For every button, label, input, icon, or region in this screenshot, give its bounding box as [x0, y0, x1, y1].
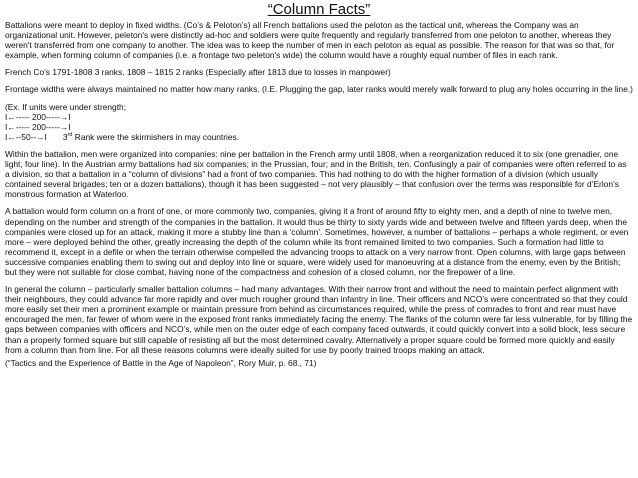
paragraph-deployment: Battalions were meant to deploy in fixed widths. (Co’s & Peloton’s) all French battalions used the peloton as the tactical unit, whereas the Company was an organizational unit. However, peleton's were distinctly ad-hoc and soldiers were quite frequently and regularly transferred from one peloton to another, whereas they weren't transferred from one company to another. The idea was to keep the number of men in each peloton as equal as possible. The reason for that was so that, for example, when forming column of companies (i.e. a frontage two peleton's wide) the column would have a roughly equal number of files in each rank. — [5, 20, 615, 61]
rank-line-3 — [5, 132, 633, 142]
page-title: “Column Facts” — [267, 1, 371, 18]
paragraph-companies: Within the battalion, men were organized into companies: nine per battalion in the French army until 1808, when a reorganization reduced it to six (one grenadier, one light, four line). In the Austrian army battalions had six companies; in the Prussian, four; and in the British, ten. Confusingly a pair of companies were often referred to as a division, so that a battalion in a “column of divisions” had a front of two companies. This had nothing to do with the higher formation of a division (which usually contained several brigades; ten or a dozen battalions), though it has been suggested – not very plausibly – that confusion over the terms was responsible for d’Erlon’s monstrous formation at Waterloo. — [5, 148, 627, 200]
rank-note-text: Rank were the skirmishers in may countries. — [72, 131, 240, 142]
rank-line-3-note — [63, 132, 239, 142]
paragraph-column-advantages: In general the column – particularly smaller battalion columns – had many advantages. With their narrow front and without the need to maintain perfect alignment with their neighbours, they could advance far more rapidly and over much rougher ground than infantry in line. Their officers and NCO’s were concentrated so that they could more easily set their men a prominent example or maintain pressure from behind as circumstances required, while the press of comrades to front and rear must have encouraged the men, far fewer of whom were in the exposed front ranks immediately facing the enemy. The flanks of the column were far less vulnerable, for by filling the gaps between companies with officers and NCO’s, while men on the outer edge of each company faced outwards, it could quickly convert into a solid block, less secure than a properly formed square but still capable of resisting all but the most determined cavalry. Alternatively a proper square could be formed more quickly and easily from a column than from line. For all these reasons columns were ideally suited for use by poorly trained troops making an attack. — [5, 284, 633, 355]
paragraph-column-front: A battalion would form column on a front of one, or more commonly two, companies, giving it a front of around fifty to eighty men, and a depth of nine to twelve men, depending on the number and strength of the companies in the battalion. It would thus be thirty to sixty yards wide and between twelve and fifteen yards deep, when the companies were closed up for an attack, making it more a stubby line than a ‘column’. Sometimes, however, a number of battalions – perhaps a whole regiment, or even more – were deployed behind the other, greatly increasing the depth of the column while its front remained limited to two companies. Such a formation had little to recommend it, except in a defile or when the terrain otherwise compelled the advancing troops to attack on a very narrow front. Open columns, with large gaps between successive companies enabling them to swing out and deploy into line or square, were widely used for manoeuvring at a distance from the enemy, even by the British; but they were not suitable for close combat, having none of the compactness and cohesion of a closed column, nor the firepower of a line. — [5, 206, 629, 277]
rank-note-ordinal: rd — [67, 132, 73, 139]
paragraph-example: (Ex. If units were under strength; — [5, 101, 127, 112]
rank-line-2: I←----- 200-----→I — [5, 121, 71, 132]
rank-note-number: 3 — [62, 131, 68, 142]
paragraph-ranks: French Co’s 1791-1808 3 ranks, 1808 – 1815 2 ranks (Especially after 1813 due to losses in manpower) — [5, 67, 391, 78]
citation: (“Tactics and the Experience of Battle in the Age of Napoleon”, Rory Muir, p. 68., 71) — [5, 357, 317, 368]
rank-line-3-arrow: I←--50--→I — [5, 131, 47, 142]
paragraph-frontage: Frontage widths were always maintained no matter how many ranks. (I.E. Plugging the gap, later ranks would merely walk forward to plug any holes occurring in the line.) — [5, 84, 633, 95]
rank-line-1: I←----- 200-----→I — [5, 111, 71, 122]
